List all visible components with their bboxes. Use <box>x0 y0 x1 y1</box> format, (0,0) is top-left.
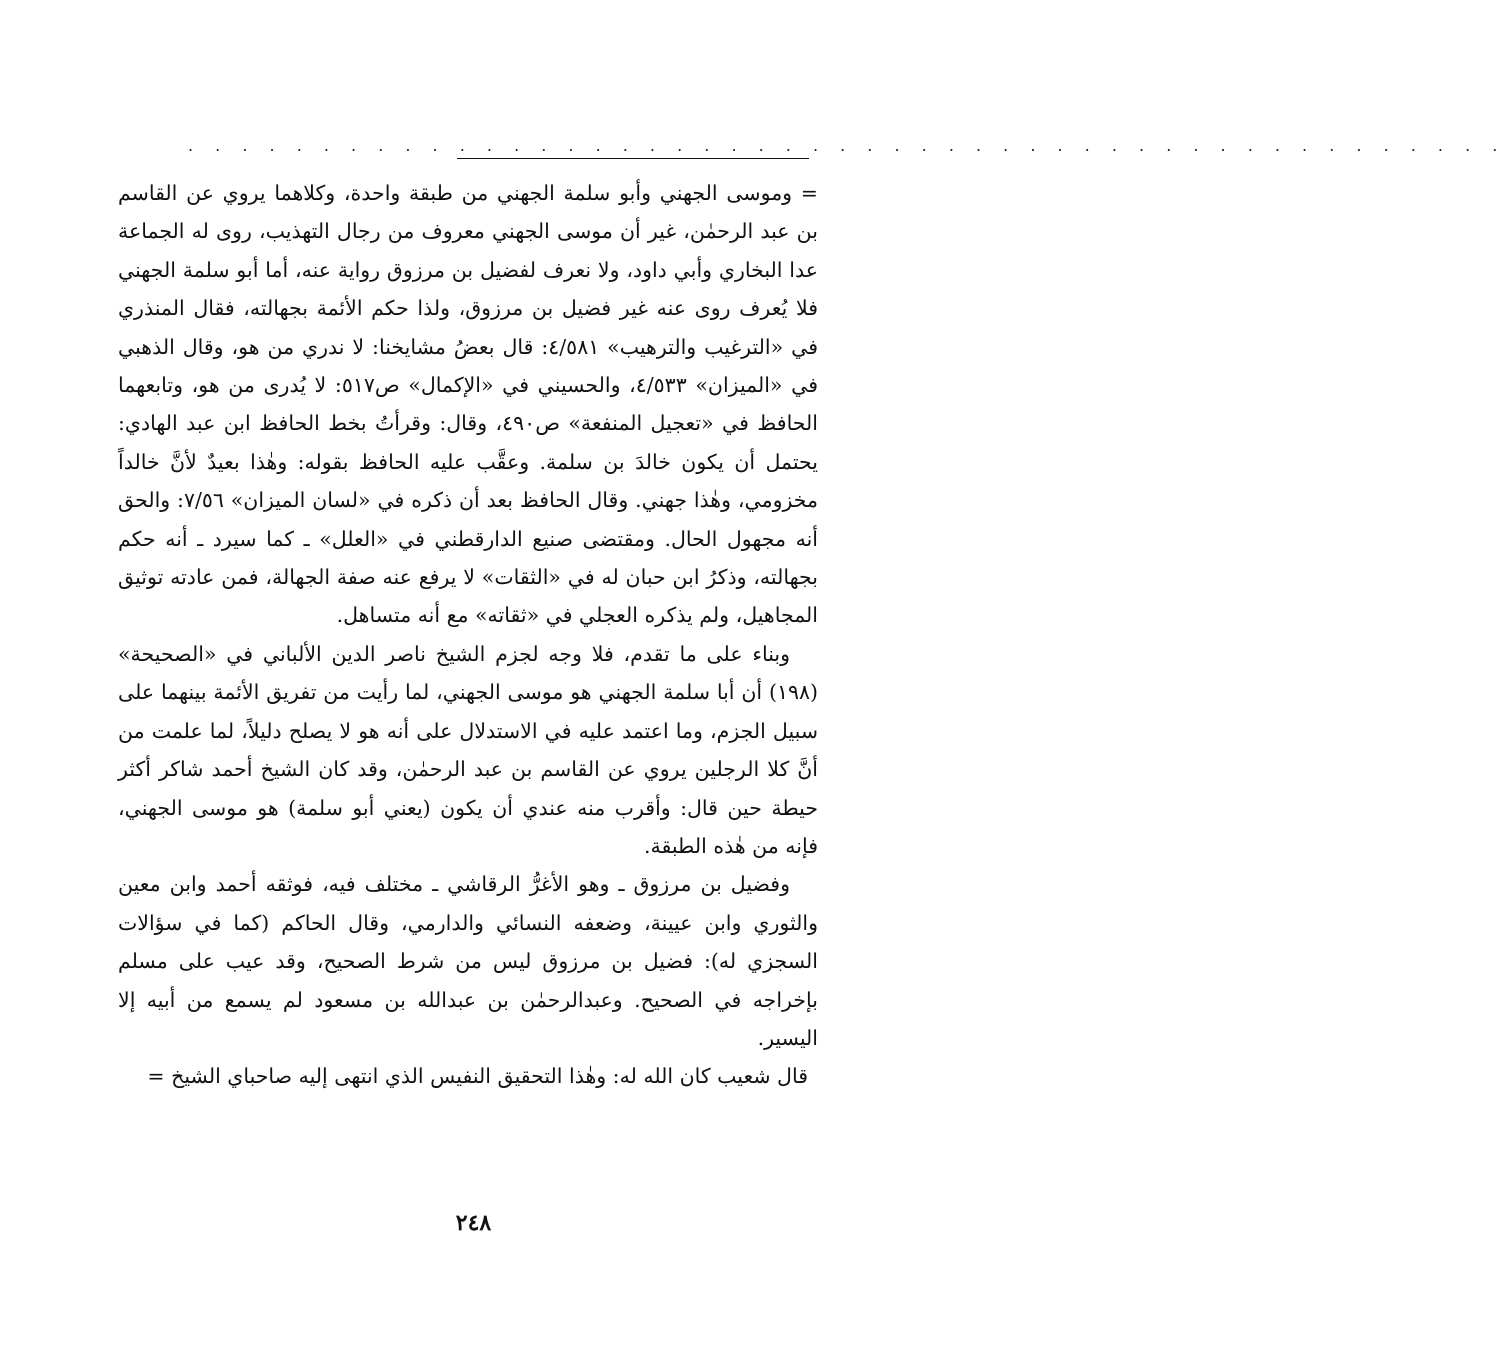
footnote-paragraph: وبناء على ما تقدم، فلا وجه لجزم الشيخ ناصر الدين الألباني في «الصحيحة» (١٩٨) أن أبا سلمة الجهني هو موسى الجهني، لما رأيت من تفريق الأئمة بينهما على سبيل الجزم، وما اعتمد عليه في الاستدلال على أنه هو لا يصلح دليلاً، لما علمت من أنَّ كلا الرجلين يروي عن القاسم بن عبد الرحمٰن، وقد كان الشيخ أحمد شاكر أكثر حيطة حين قال: وأقرب منه عندي أن يكون (يعني أبو سلمة) هو موسى الجهني، فإنه من هٰذه الطبقة. <box>118 641 818 858</box>
page-number: ٢٤٨ <box>455 1210 492 1236</box>
separator-dots: . . . . . . . . . . . . . . . . . . . . . . . . . . . . . . . . . . . . . . . . . . . . . . . . . <box>188 136 1506 155</box>
footnote-rule <box>457 158 809 159</box>
footnote-paragraph: = وموسى الجهني وأبو سلمة الجهني من طبقة واحدة، وكلاهما يروي عن القاسم بن عبد الرحمٰن، غير أن موسى الجهني معروف من رجال التهذيب، روى له الجماعة عدا البخاري وأبي داود، ولا نعرف لفضيل بن مرزوق رواية عنه، أما أبو سلمة الجهني فلا يُعرف روى عنه غير فضيل بن مرزوق، ولذا حكم الأئمة بجهالته، فقال المنذري في «الترغيب والترهيب» ٤/٥٨١: قال بعضُ مشايخنا: لا ندري من هو، وقال الذهبي في «الميزان» ٤/٥٣٣، والحسيني في «الإكمال» ص٥١٧: لا يُدرى من هو، وتابعهما الحافظ في «تعجيل المنفعة» ص٤٩٠، وقال: وقرأتُ بخط الحافظ ابن عبد الهادي: يحتمل أن يكون خالدَ بن سلمة. وعقَّب عليه الحافظ بقوله: وهٰذا بعيدٌ لأنَّ خالداً مخزومي، وهٰذا جهني. وقال الحافظ بعد أن ذكره في «لسان الميزان» ٧/٥٦: والحق أنه مجهول الحال. ومقتضى صنيع الدارقطني في «العلل» ـ كما سيرد ـ أنه حكم بجهالته، وذكرُ ابن حبان له في «الثقات» لا يرفع عنه صفة الجهالة، فمن عادته توثيق المجاهيل، ولم يذكره العجلي في «ثقاته» مع أنه متساهل. <box>118 181 818 628</box>
footnote-paragraph: وفضيل بن مرزوق ـ وهو الأغرُّ الرقاشي ـ مختلف فيه، فوثقه أحمد وابن معين والثوري وابن عيينة، وضعفه النسائي والدارمي، وقال الحاكم (كما في سؤالات السجزي له): فضيل بن مرزوق ليس من شرط الصحيح، وقد عيب على مسلم بإخراجه في الصحيح. وعبدالرحمٰن بن عبدالله بن مسعود لم يسمع من أبيه إلا اليسير. <box>118 872 818 1050</box>
footnote-body <box>118 174 818 1096</box>
footnote-paragraph: قال شعيب كان الله له: وهٰذا التحقيق النفيس الذي انتهى إليه صاحباي الشيخ = <box>147 1064 808 1089</box>
